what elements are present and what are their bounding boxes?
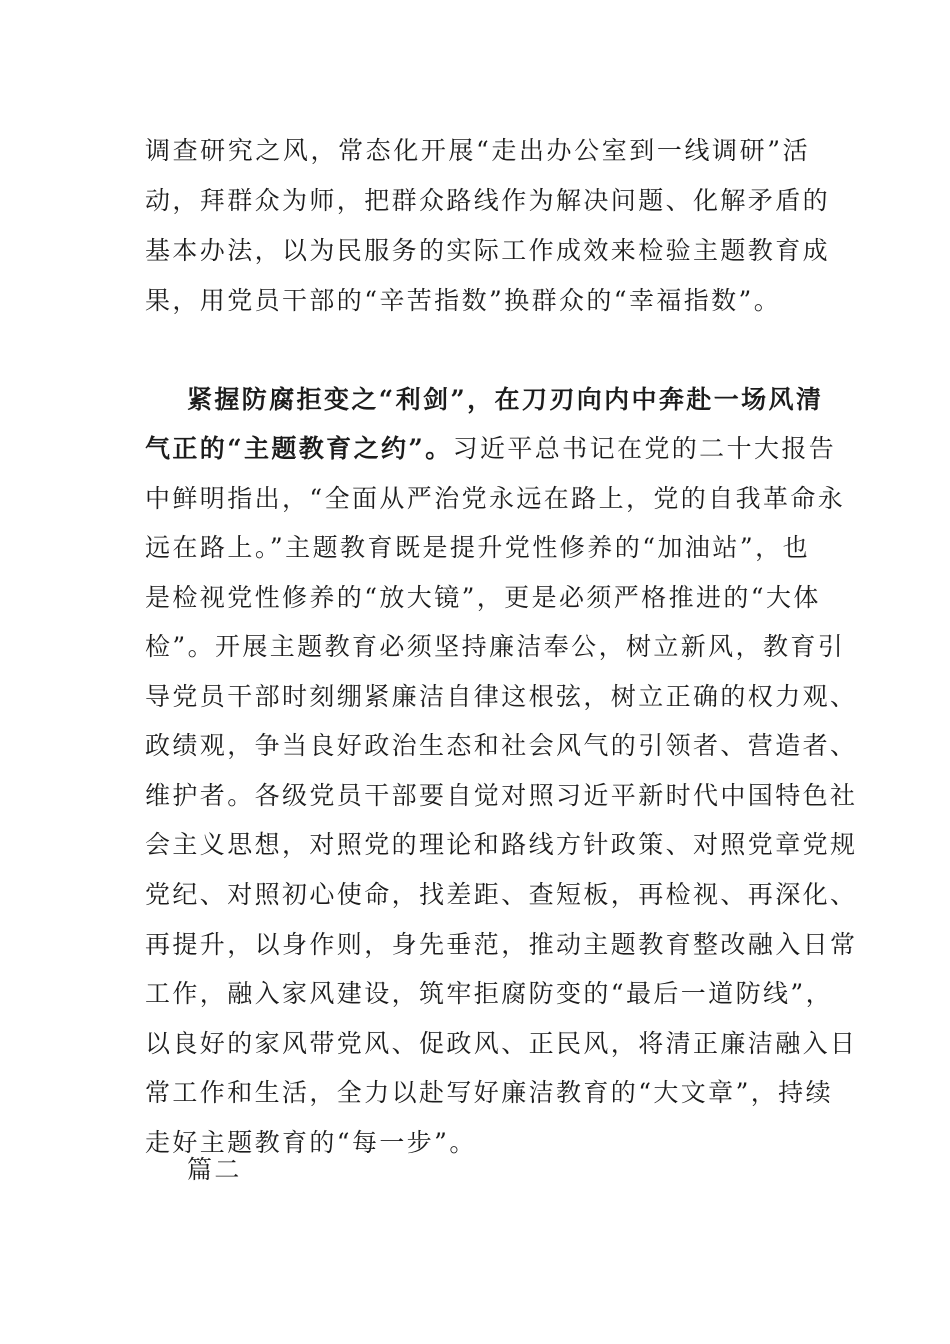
paragraph2-line-3: 中鲜明指出，“全面从严治党永远在路上，党的自我革命永 <box>145 484 846 513</box>
paragraph2-line-7: 导党员干部时刻绷紧廉洁自律这根弦，树立正确的权力观、 <box>145 682 858 711</box>
paragraph2-line-2-rest: 习近平总书记在党的二十大报告 <box>452 434 837 463</box>
paragraph1-line-1: 调查研究之风，常态化开展“走出办公室到一线调研”活 <box>145 136 810 165</box>
paragraph1-line-2: 动，拜群众为师，把群众路线作为解决问题、化解矛盾的 <box>145 186 831 215</box>
paragraph2-line-2 <box>145 429 837 469</box>
paragraph2-line-4: 远在路上。”主题教育既是提升党性修养的“加油站”，也 <box>145 533 810 562</box>
paragraph2-line-15: 常工作和生活，全力以赴写好廉洁教育的“大文章”，持续 <box>145 1078 833 1107</box>
paragraph2-line-13: 工作，融入家风建设，筑牢拒腐防变的“最后一道防线”， <box>145 979 833 1008</box>
paragraph2-line-9: 维护者。各级党员干部要自觉对照习近平新时代中国特色社 <box>145 781 858 810</box>
paragraph2-line-6: 检”。开展主题教育必须坚持廉洁奉公，树立新风，教育引 <box>145 632 846 661</box>
paragraph2-heading-line-1: 紧握防腐拒变之“利剑”，在刀刃向内中奔赴一场风清 <box>187 385 824 414</box>
paragraph1-line-4: 果，用党员干部的“辛苦指数”换群众的“幸福指数”。 <box>145 286 782 315</box>
paragraph2-line-16: 走好主题教育的“每一步”。 <box>145 1128 477 1157</box>
paragraph2-line-12: 再提升，以身作则，身先垂范，推动主题教育整改融入日常 <box>145 930 858 959</box>
paragraph2-line-8: 政绩观，争当良好政治生态和社会风气的引领者、营造者、 <box>145 731 858 760</box>
paragraph1-line-3: 基本办法，以为民服务的实际工作成效来检验主题教育成 <box>145 236 831 265</box>
paragraph2-line-11: 党纪、对照初心使命，找差距、查短板，再检视、再深化、 <box>145 880 858 909</box>
section-label: 篇二 <box>187 1155 242 1184</box>
paragraph2-heading-line-2: 气正的“主题教育之约”。 <box>145 434 453 463</box>
paragraph2-line-14: 以良好的家风带党风、促政风、正民风，将清正廉洁融入日 <box>145 1029 858 1058</box>
paragraph2-line-10: 会主义思想，对照党的理论和路线方针政策、对照党章党规 <box>145 830 858 859</box>
paragraph2-line-5: 是检视党性修养的“放大镜”，更是必须严格推进的“大体 <box>145 583 821 612</box>
